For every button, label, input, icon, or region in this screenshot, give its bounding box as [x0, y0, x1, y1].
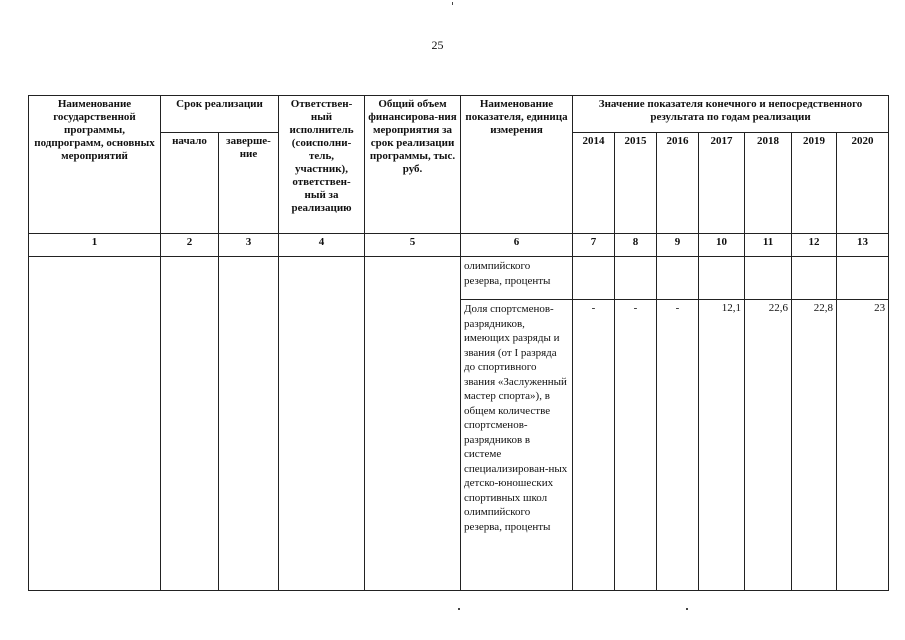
column-number: 3 — [219, 234, 279, 257]
header-indicator-name: Наименование показателя, единица измерения — [461, 96, 573, 234]
indicator-name-cell: Доля спортсменов-разрядников, имеющих разряды и звания (от I разряда до спортивного звания «Заслуженный мастер спорта»), в общем количестве спортсменов-разрядников в системе специализирован-ных детско-юношеских спортивных школ олимпийского резерва, проценты — [461, 300, 573, 591]
column-number: 5 — [365, 234, 461, 257]
indicator-name-cell: олимпийского резерва, проценты — [461, 257, 573, 300]
column-number: 2 — [161, 234, 219, 257]
page-number: 25 — [431, 38, 444, 52]
column-number: 1 — [29, 234, 161, 257]
value-cell: 22,6 — [745, 300, 792, 591]
indicator-table — [28, 95, 889, 591]
value-cell: 23 — [837, 300, 889, 591]
start-cell — [161, 257, 219, 591]
value-cell — [837, 257, 889, 300]
header-year: 2014 — [573, 133, 615, 234]
scan-speck — [686, 608, 688, 610]
value-cell: - — [657, 300, 699, 591]
header-year: 2019 — [792, 133, 837, 234]
header-period: Срок реализации — [161, 96, 279, 133]
scan-speck — [452, 2, 453, 5]
scan-speck — [458, 608, 460, 610]
value-cell — [615, 257, 657, 300]
header-start: начало — [161, 133, 219, 234]
header-end: заверше-ние — [219, 133, 279, 234]
value-cell — [699, 257, 745, 300]
header-year: 2018 — [745, 133, 792, 234]
table-row — [29, 257, 889, 300]
column-number: 12 — [792, 234, 837, 257]
column-number: 7 — [573, 234, 615, 257]
responsible-cell — [279, 257, 365, 591]
column-number: 11 — [745, 234, 792, 257]
column-number: 4 — [279, 234, 365, 257]
header-year: 2017 — [699, 133, 745, 234]
value-cell — [745, 257, 792, 300]
funding-cell — [365, 257, 461, 591]
header-program-name: Наименование государственной программы, подпрограмм, основных мероприятий — [29, 96, 161, 234]
program-name-cell — [29, 257, 161, 591]
header-values: Значение показателя конечного и непосредственного результата по годам реализации — [573, 96, 889, 133]
header-year: 2020 — [837, 133, 889, 234]
value-cell — [792, 257, 837, 300]
value-cell: 22,8 — [792, 300, 837, 591]
value-cell — [573, 257, 615, 300]
header-responsible: Ответствен-ный исполнитель (соисполни-тель, участник), ответствен-ный за реализацию — [279, 96, 365, 234]
header-year: 2015 — [615, 133, 657, 234]
column-number: 10 — [699, 234, 745, 257]
header-funding: Общий объем финансирова-ния мероприятия за срок реализации программы, тыс. руб. — [365, 96, 461, 234]
value-cell: 12,1 — [699, 300, 745, 591]
column-number: 13 — [837, 234, 889, 257]
column-number: 9 — [657, 234, 699, 257]
end-cell — [219, 257, 279, 591]
column-number: 6 — [461, 234, 573, 257]
value-cell: - — [573, 300, 615, 591]
header-year: 2016 — [657, 133, 699, 234]
value-cell — [657, 257, 699, 300]
column-number: 8 — [615, 234, 657, 257]
value-cell: - — [615, 300, 657, 591]
